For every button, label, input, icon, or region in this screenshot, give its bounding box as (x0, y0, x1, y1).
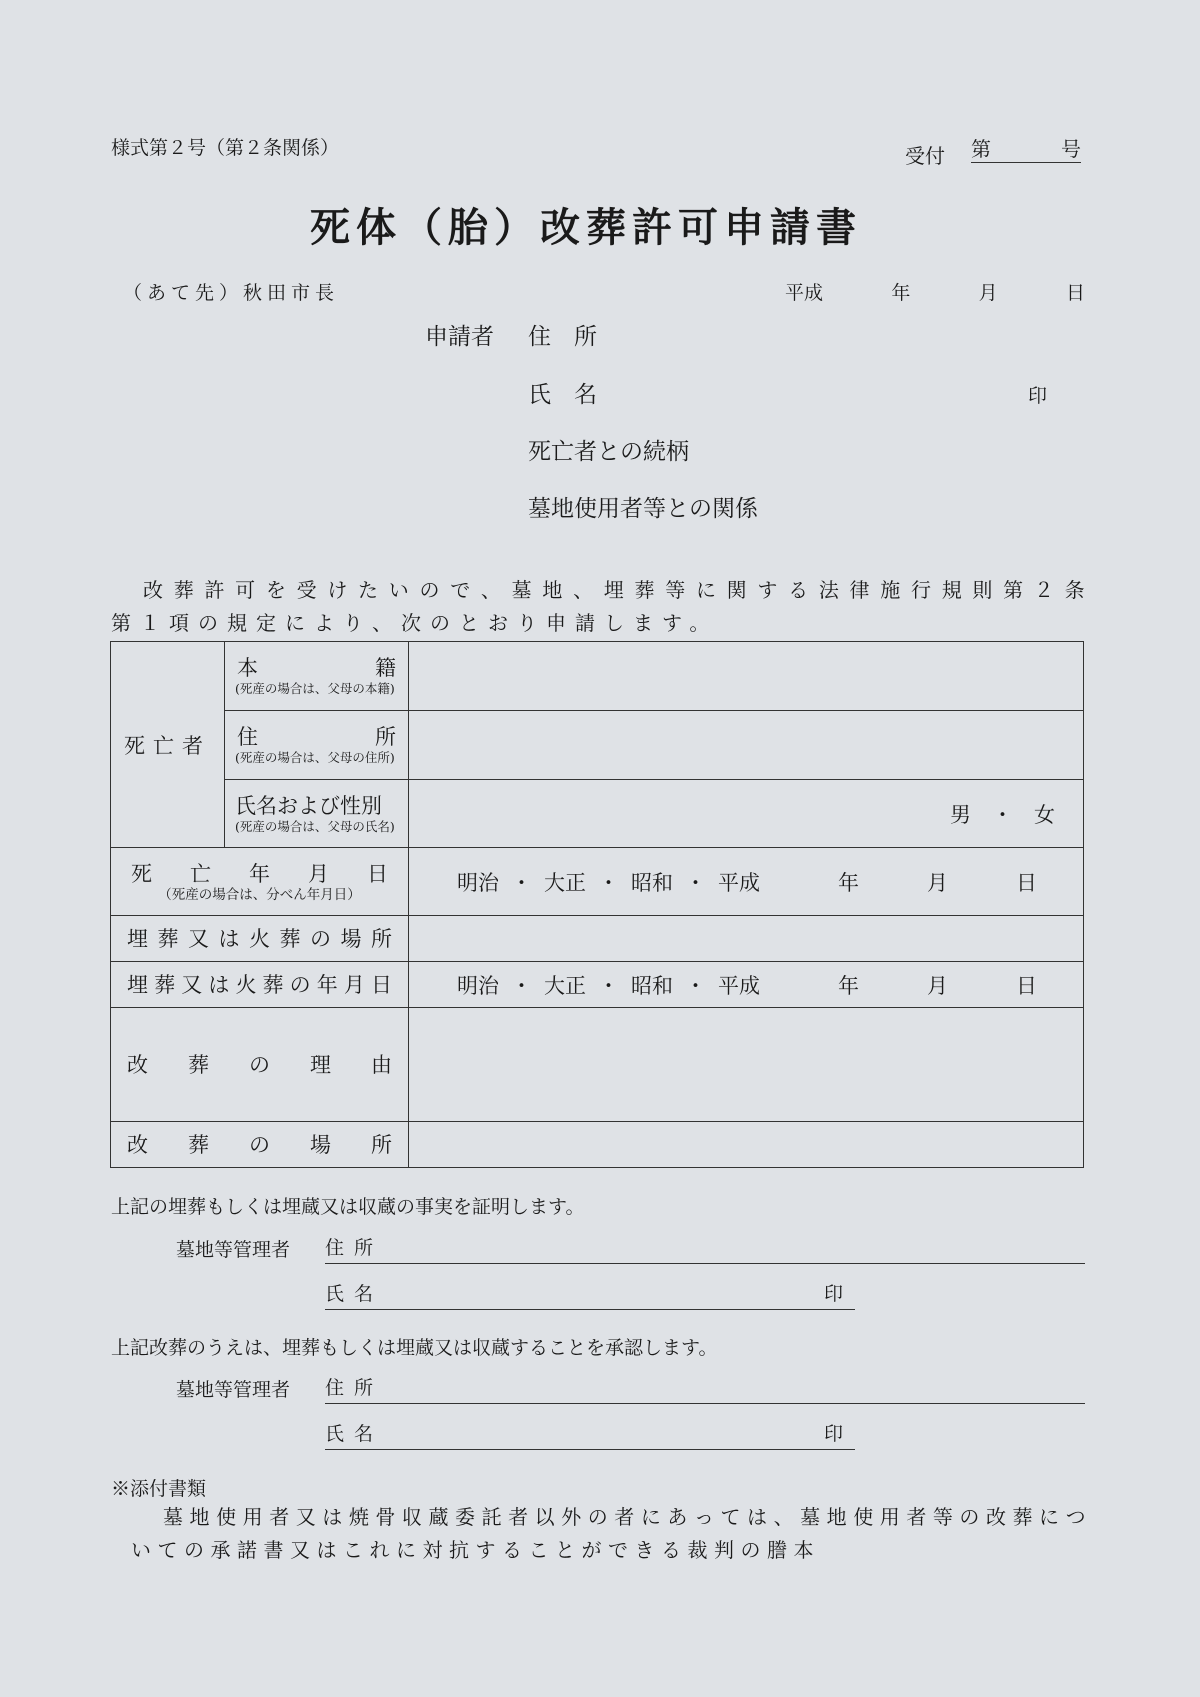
attachment-char: 骨 (375, 1505, 396, 1529)
honseki-note: (死産の場合は、父母の本籍) (235, 681, 395, 696)
label-char: 改 (127, 1132, 148, 1157)
death-date-note: （死産の場合は、分べん年月日） (158, 886, 361, 903)
date-month: 月 (927, 870, 948, 895)
address-field[interactable] (409, 711, 1084, 780)
attachment-char: の (587, 1505, 608, 1529)
burial-date-label (111, 962, 409, 1008)
label-char: 又 (181, 972, 203, 997)
statement-char: 墓 (511, 578, 532, 602)
label-char: 葬 (157, 926, 179, 951)
reburial-place-label (111, 1122, 409, 1168)
statement-char: 第 (1003, 578, 1024, 602)
statement-char: 則 (972, 578, 993, 602)
date-year: 年 (838, 870, 859, 895)
applicant-name-label: 氏 名 (528, 382, 597, 408)
statement-char: で (450, 578, 471, 602)
attachments-line-1 (131, 1501, 1086, 1534)
statement-char: た (358, 578, 379, 602)
statement-char: 関 (726, 578, 747, 602)
burial-place-field[interactable] (409, 916, 1084, 962)
statement-char: を (265, 578, 286, 602)
name-sex-note: (死産の場合は、父母の氏名) (235, 818, 395, 834)
statement-char: 可 (235, 578, 256, 602)
sex-options: 男 ・ 女 (950, 802, 1055, 827)
label-char: 葬 (188, 1052, 209, 1077)
label-char: 場 (340, 926, 362, 951)
name-sex-field[interactable] (409, 780, 1084, 848)
label-char: 葬 (262, 972, 284, 997)
statement-char: 埋 (603, 578, 624, 602)
statement-char: に (695, 578, 716, 602)
attachment-char: 者 (508, 1505, 529, 1529)
attachment-char: 以 (534, 1505, 555, 1529)
label-char: 月 (308, 861, 329, 886)
reason-field[interactable] (409, 1008, 1084, 1122)
attachment-char: 墓 (163, 1505, 183, 1529)
attachment-char: 墓 (800, 1505, 821, 1529)
cert1-manager-label: 墓地等管理者 (176, 1239, 291, 1261)
burial-place-label (111, 916, 409, 962)
reburial-place-field[interactable] (409, 1122, 1084, 1168)
attachment-char: 又 (295, 1505, 316, 1529)
statement-char: 地 (542, 578, 563, 602)
honseki-field[interactable] (409, 642, 1084, 711)
attachment-char: 収 (401, 1505, 422, 1529)
application-statement (111, 574, 1085, 640)
label-char: 又 (188, 926, 209, 951)
receipt-no: 第 (971, 137, 991, 161)
era-separator: ・ (685, 870, 706, 895)
attachments-body (131, 1501, 1086, 1567)
statement-char: す (757, 578, 778, 602)
statement-char: 規 (941, 578, 962, 602)
table-row (111, 711, 1084, 780)
address-label (225, 711, 409, 780)
statement-char: 、 (480, 578, 501, 602)
attachment-char: 者 (614, 1505, 635, 1529)
era-option: 明治 (457, 973, 499, 998)
attachment-char: つ (1065, 1505, 1086, 1529)
date-year: 年 (838, 973, 859, 998)
applicant-seal: 印 (1028, 385, 1048, 407)
receipt-go: 号 (1061, 137, 1081, 161)
applicant-label: 申請者 (425, 324, 494, 350)
name-sex-label (225, 780, 409, 848)
address-note: (死産の場合は、父母の住所) (235, 750, 395, 765)
attachment-char: 委 (455, 1505, 476, 1529)
statement-char: 律 (849, 578, 870, 602)
table-row (111, 1008, 1084, 1122)
label-char: 所 (371, 1132, 392, 1157)
attachment-char: あ (667, 1505, 688, 1529)
death-date-era-row (419, 867, 1037, 897)
attachments-heading: ※添付書類 (111, 1478, 207, 1500)
statement-char: 受 (296, 578, 317, 602)
era-separator: ・ (685, 973, 706, 998)
cert1-address-line[interactable] (325, 1233, 1085, 1264)
era-option: 昭和 (631, 973, 673, 998)
label-char: 改 (127, 1052, 148, 1077)
attachment-char: 者 (906, 1505, 927, 1529)
attachments-line-2: いての承諾書又はこれに対抗することができる裁判の謄本 (131, 1538, 820, 1562)
statement-char: 行 (910, 578, 931, 602)
label-char: 葬 (279, 926, 301, 951)
form-number: 様式第２号（第２条関係） (111, 137, 340, 159)
statement-char: け (327, 578, 348, 602)
date-day: 日 (1016, 870, 1037, 895)
label-char: の (289, 972, 311, 997)
applicant-relation-user: 墓地使用者等との関係 (528, 496, 758, 522)
era-separator: ・ (598, 870, 619, 895)
application-date[interactable] (785, 278, 1085, 305)
name-sex-label-text: 氏名および性別 (235, 793, 382, 818)
attachment-char: 外 (561, 1505, 582, 1529)
statement-char: 、 (573, 578, 594, 602)
label-char: 理 (310, 1052, 331, 1077)
attachment-char: に (1039, 1505, 1060, 1529)
honseki-label-b: 籍 (375, 656, 396, 680)
page-title: 死体（胎）改葬許可申請書 (310, 204, 862, 251)
era-option: 昭和 (631, 870, 673, 895)
statement-char: 許 (204, 578, 225, 602)
honseki-label (225, 642, 409, 711)
cert2-text: 上記改葬のうえは、埋葬もしくは埋蔵又は収蔵することを承認します。 (111, 1337, 718, 1359)
attachment-char: 使 (216, 1505, 237, 1529)
cert1-name-label: 氏名 (325, 1283, 384, 1305)
reason-label (111, 1008, 409, 1122)
date-month: 月 (978, 282, 998, 304)
label-char: 埋 (127, 972, 148, 997)
cert2-name-label: 氏名 (325, 1423, 384, 1445)
table-row (111, 1122, 1084, 1168)
attachment-char: 等 (932, 1505, 953, 1529)
burial-date-field[interactable] (409, 962, 1084, 1008)
table-row (111, 848, 1084, 916)
date-era: 平成 (785, 282, 824, 304)
attachment-char: 焼 (348, 1505, 369, 1529)
era-option: 大正 (544, 870, 586, 895)
statement-char: 改 (143, 578, 163, 602)
addressee: （あて先）秋田市長 (123, 282, 340, 304)
attachment-char: 改 (985, 1505, 1006, 1529)
label-char: 葬 (154, 972, 176, 997)
applicant-address-label: 住 所 (528, 324, 597, 350)
label-char: は (208, 972, 230, 997)
label-char: 火 (249, 926, 270, 951)
label-char: 年 (316, 972, 338, 997)
label-char: 亡 (190, 861, 211, 886)
table-row (111, 916, 1084, 962)
address-label-a: 住 (237, 725, 258, 749)
table-row (111, 962, 1084, 1008)
era-separator: ・ (511, 870, 532, 895)
era-separator: ・ (598, 973, 619, 998)
table-row (111, 780, 1084, 848)
death-date-label (111, 848, 409, 916)
attachment-char: に (640, 1505, 661, 1529)
burial-date-era-row (419, 970, 1037, 1000)
statement-char: の (419, 578, 440, 602)
cert2-seal: 印 (823, 1423, 843, 1445)
label-char: 日 (367, 861, 388, 886)
attachment-char: は (322, 1505, 343, 1529)
statement-char: い (388, 578, 409, 602)
address-label-b: 所 (375, 725, 396, 749)
label-char: の (310, 926, 331, 951)
statement-char: 条 (1064, 578, 1085, 602)
statement-line-1 (111, 574, 1085, 607)
attachment-char: 使 (853, 1505, 874, 1529)
label-char: 所 (371, 926, 392, 951)
label-char: の (249, 1132, 270, 1157)
attachment-char: 用 (879, 1505, 900, 1529)
statement-char: 法 (818, 578, 839, 602)
attachment-char: て (720, 1505, 741, 1529)
attachment-char: 地 (826, 1505, 847, 1529)
death-date-field[interactable] (409, 848, 1084, 916)
statement-char: 葬 (634, 578, 655, 602)
attachment-char: 地 (189, 1505, 210, 1529)
cert2-name-line[interactable] (325, 1419, 855, 1450)
attachment-char: 、 (773, 1505, 794, 1529)
label-char: 葬 (188, 1132, 209, 1157)
label-char: 日 (370, 972, 392, 997)
date-day: 日 (1065, 282, 1085, 304)
label-char: 由 (371, 1052, 392, 1077)
label-char: 月 (343, 972, 365, 997)
statement-char: 等 (665, 578, 686, 602)
cert2-address-line[interactable] (325, 1373, 1085, 1404)
era-option: 平成 (718, 973, 760, 998)
attachment-char: は (747, 1505, 768, 1529)
label-char: 死 (131, 861, 152, 886)
era-option: 平成 (718, 870, 760, 895)
cert2-address-label: 住所 (325, 1377, 384, 1399)
label-char: の (249, 1052, 270, 1077)
date-year: 年 (891, 282, 911, 304)
receipt-label: 受付 (905, 144, 945, 168)
application-table (110, 641, 1084, 1168)
applicant-relation-deceased: 死亡者との続柄 (528, 439, 689, 465)
attachment-char: 用 (242, 1505, 263, 1529)
cert2-manager-label: 墓地等管理者 (176, 1379, 291, 1401)
attachment-char: 蔵 (428, 1505, 449, 1529)
honseki-label-a: 本 (237, 656, 258, 680)
statement-char: 葬 (173, 578, 194, 602)
statement-char: る (788, 578, 809, 602)
attachment-char: 者 (269, 1505, 290, 1529)
attachment-char: っ (693, 1505, 714, 1529)
cert1-address-label: 住所 (325, 1237, 384, 1259)
date-day: 日 (1016, 973, 1037, 998)
era-separator: ・ (511, 973, 532, 998)
era-option: 大正 (544, 973, 586, 998)
label-char: 年 (249, 861, 270, 886)
statement-char: 施 (880, 578, 901, 602)
label-char: 場 (310, 1132, 331, 1157)
deceased-label: 死亡者 (111, 642, 225, 848)
attachment-char: の (959, 1505, 980, 1529)
statement-line-2: 第１項の規定により、次のとおり申請します。 (111, 611, 719, 635)
attachment-char: 葬 (1012, 1505, 1033, 1529)
receipt-field (905, 133, 1081, 169)
table-row (111, 642, 1084, 711)
label-char: 埋 (127, 926, 148, 951)
cert1-name-line[interactable] (325, 1279, 855, 1310)
cert1-seal: 印 (823, 1283, 843, 1305)
label-char: 火 (235, 972, 257, 997)
date-month: 月 (927, 973, 948, 998)
label-char: は (218, 926, 240, 951)
attachment-char: 託 (481, 1505, 502, 1529)
statement-char: ２ (1033, 578, 1054, 602)
cert1-text: 上記の埋葬もしくは埋蔵又は収蔵の事実を証明します。 (111, 1196, 585, 1218)
receipt-number-line[interactable] (971, 133, 1081, 163)
era-option: 明治 (457, 870, 499, 895)
